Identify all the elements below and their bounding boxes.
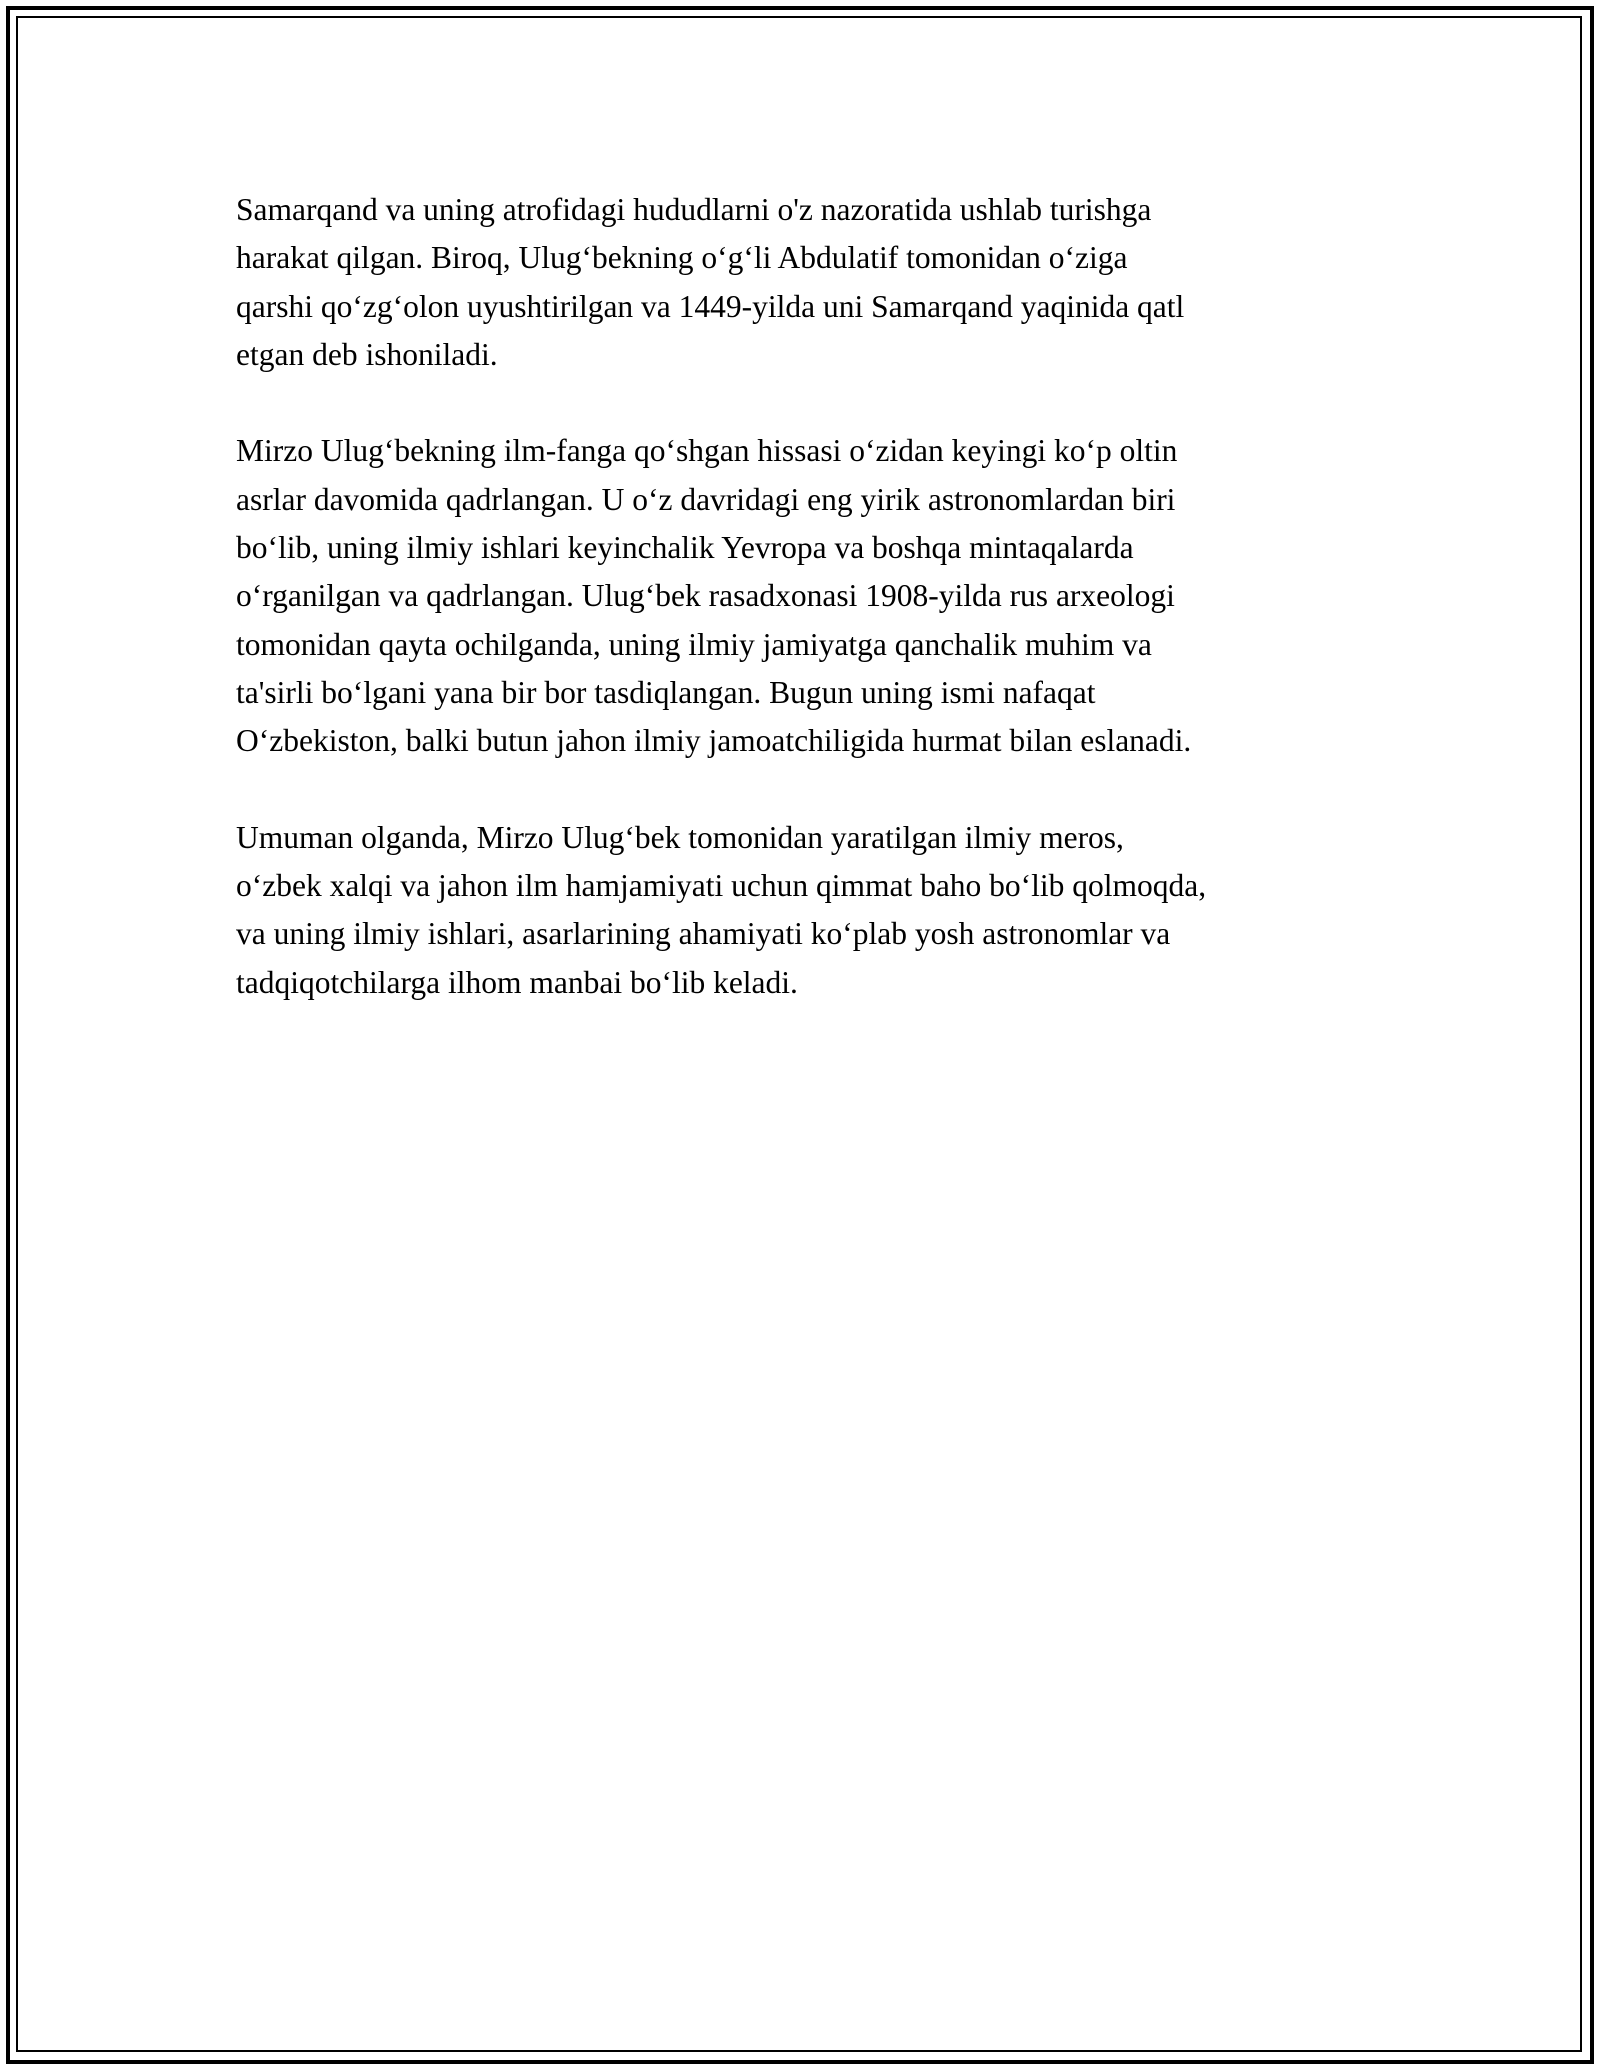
paragraph-2 [236,427,1386,765]
text-line: O‘zbekiston, balki butun jahon ilmiy jamoatchiligida hurmat bilan eslanadi. [236,723,1192,759]
text-line: ta'sirli bo‘lgani yana bir bor tasdiqlangan. Bugun uning ismi nafaqat [236,674,1096,710]
paragraph-3 [236,814,1386,1007]
text-line: o‘rganilgan va qadrlangan. Ulug‘bek rasadxonasi 1908-yilda rus arxeologi [236,578,1175,614]
text-line: o‘zbek xalqi va jahon ilm hamjamiyati uchun qimmat baho bo‘lib qolmoqda, [236,868,1207,904]
text-line: tomonidan qayta ochilganda, uning ilmiy jamiyatga qanchalik muhim va [236,626,1152,662]
text-line: qarshi qo‘zg‘olon uyushtirilgan va 1449-yilda uni Samarqand yaqinida qatl [236,288,1185,324]
text-line: va uning ilmiy ishlari, asarlarining ahamiyati ko‘plab yosh astronomlar va [236,916,1171,952]
text-line: harakat qilgan. Biroq, Ulug‘bekning o‘g‘li Abdulatif tomonidan o‘ziga [236,240,1128,276]
document-body [236,186,1386,1055]
text-line: bo‘lib, uning ilmiy ishlari keyinchalik Yevropa va boshqa mintaqalarda [236,530,1134,566]
text-line: etgan deb ishoniladi. [236,336,498,372]
text-line: tadqiqotchilarga ilhom manbai bo‘lib keladi. [236,964,798,1000]
text-line: Umuman olganda, Mirzo Ulug‘bek tomonidan yaratilgan ilmiy meros, [236,819,1124,855]
text-line: asrlar davomida qadrlangan. U o‘z davridagi eng yirik astronomlardan biri [236,481,1176,517]
text-line: Mirzo Ulug‘bekning ilm-fanga qo‘shgan hissasi o‘zidan keyingi ko‘p oltin [236,433,1178,469]
text-line: Samarqand va uning atrofidagi hududlarni o'z nazoratida ushlab turishga [236,192,1152,227]
paragraph-1 [236,186,1386,379]
